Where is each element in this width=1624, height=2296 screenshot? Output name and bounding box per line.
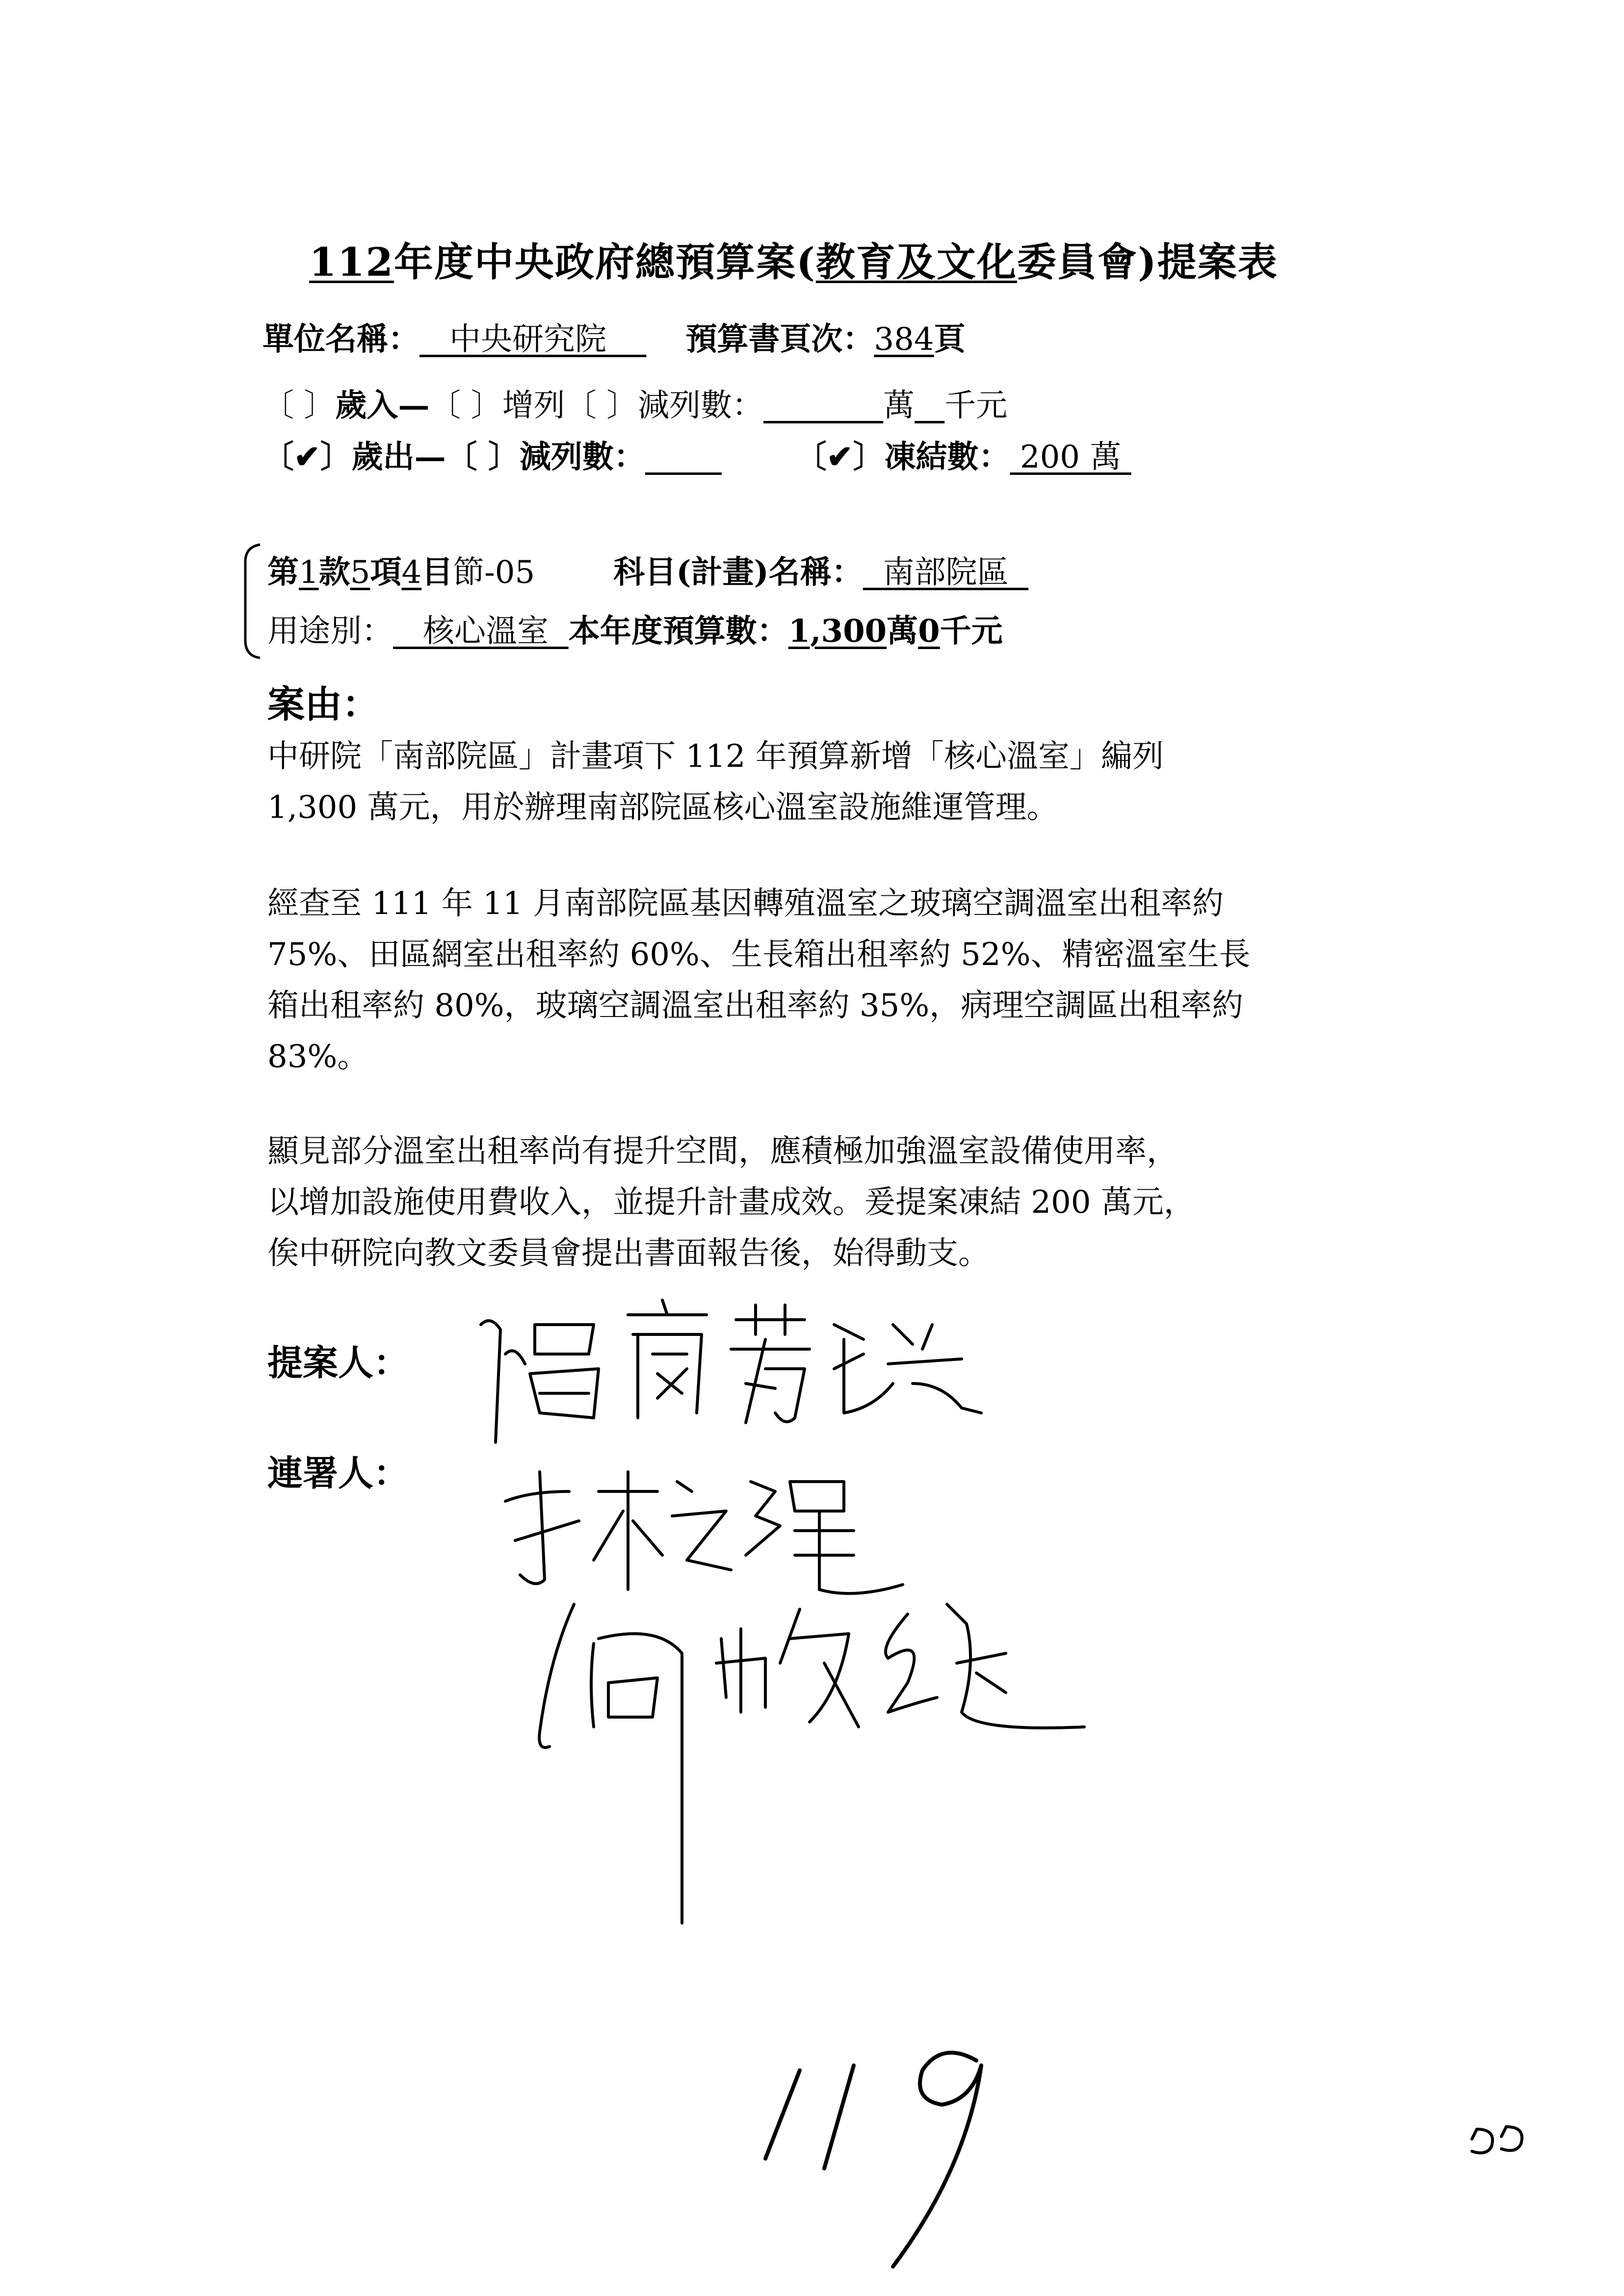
handwritten-sheet-number (1467, 2100, 1536, 2164)
jie-value: 節-05 (453, 554, 535, 591)
budget-value: 1,300 (788, 613, 887, 650)
cosigner-label: 連署人： (267, 1452, 409, 1494)
proposer-signature (471, 1295, 1011, 1462)
xiang-number: 5 (350, 554, 370, 591)
usage-row: 用途別： 核心溫室 本年度預算數：1,300萬0千元 (267, 613, 1003, 650)
decrease-checkbox: 〔 〕 (565, 388, 638, 424)
handwritten-page-number (756, 2021, 1030, 2276)
expense-checkbox: 〔✔〕 (262, 439, 352, 475)
mu-number: 4 (401, 554, 422, 591)
reason-heading: 案由： (267, 682, 379, 726)
usage-value: 核心溫室 (423, 613, 549, 650)
increase-checkbox: 〔 〕 (429, 388, 502, 424)
reason-paragraph-1: 中研院「南部院區」計畫項下 112 年預算新增「核心溫室」編列 1,300 萬元，用於辦理南部院區核心溫室設施維運管理。 (267, 738, 1164, 826)
item-row: 第1款5項4目節-05 科目(計畫)名稱： 南部院區 (267, 547, 1028, 592)
revenue-qian-blank (915, 388, 944, 424)
title-committee: 教育及文化 (815, 239, 1017, 285)
expense-row: 〔✔〕歲出—〔 〕減列數： 〔✔〕凍結數： 200 萬 (262, 432, 1131, 477)
usage-label: 用途別： (267, 613, 393, 650)
freeze-checkbox: 〔✔〕 (795, 439, 885, 475)
revenue-row: 〔 〕歲入—〔 〕增列〔 〕減列數： 萬 千元 (262, 387, 1008, 424)
reason-paragraph-3: 顯見部分溫室出租率尚有提升空間，應積極加強溫室設備使用率， 以增加設施使用費收入，並提升計畫成效。爰提案凍結 200 萬元， 俟中研院向教文委員會提出書面報告後，始得動支。 (267, 1133, 1195, 1272)
expense-decrease-blank (645, 439, 722, 475)
title-year: 112 (309, 239, 394, 285)
unit-name: 中央研究院 (449, 321, 607, 358)
expense-decrease-checkbox: 〔 〕 (445, 439, 520, 475)
page-title: 112年度中央政府總預算案(教育及文化委員會)提案表 (309, 239, 1278, 285)
unit-label: 單位名稱： (262, 321, 419, 358)
bracket (240, 542, 265, 660)
unit-row: 單位名稱： 中央研究院 預算書頁次：384頁 (262, 321, 966, 358)
kuan-number: 1 (299, 554, 319, 591)
reason-paragraph-2: 經查至 111 年 11 月南部院區基因轉殖溫室之玻璃空調溫室出租率約 75%、田區網室出租率約 60%、生長箱出租率約 52%、精密溫室生長 箱出租率約 80%，玻璃空調溫室出租率約 35%，病理空調區出租率約 83%。 (267, 886, 1251, 1075)
freeze-value: 200 萬 (1020, 439, 1122, 475)
subject-value: 南部院區 (883, 554, 1009, 591)
cosigner-signature-2 (535, 1585, 1099, 1928)
page-number: 384 (874, 321, 934, 358)
proposer-label: 提案人： (267, 1342, 409, 1383)
budget-qian-value: 0 (918, 613, 940, 650)
budget-label: 本年度預算數： (568, 613, 788, 650)
subject-label: 科目(計畫)名稱： (613, 554, 863, 591)
page-label: 預算書頁次： (685, 321, 874, 358)
revenue-wan-blank (763, 388, 883, 424)
revenue-checkbox: 〔 〕 (262, 388, 336, 424)
